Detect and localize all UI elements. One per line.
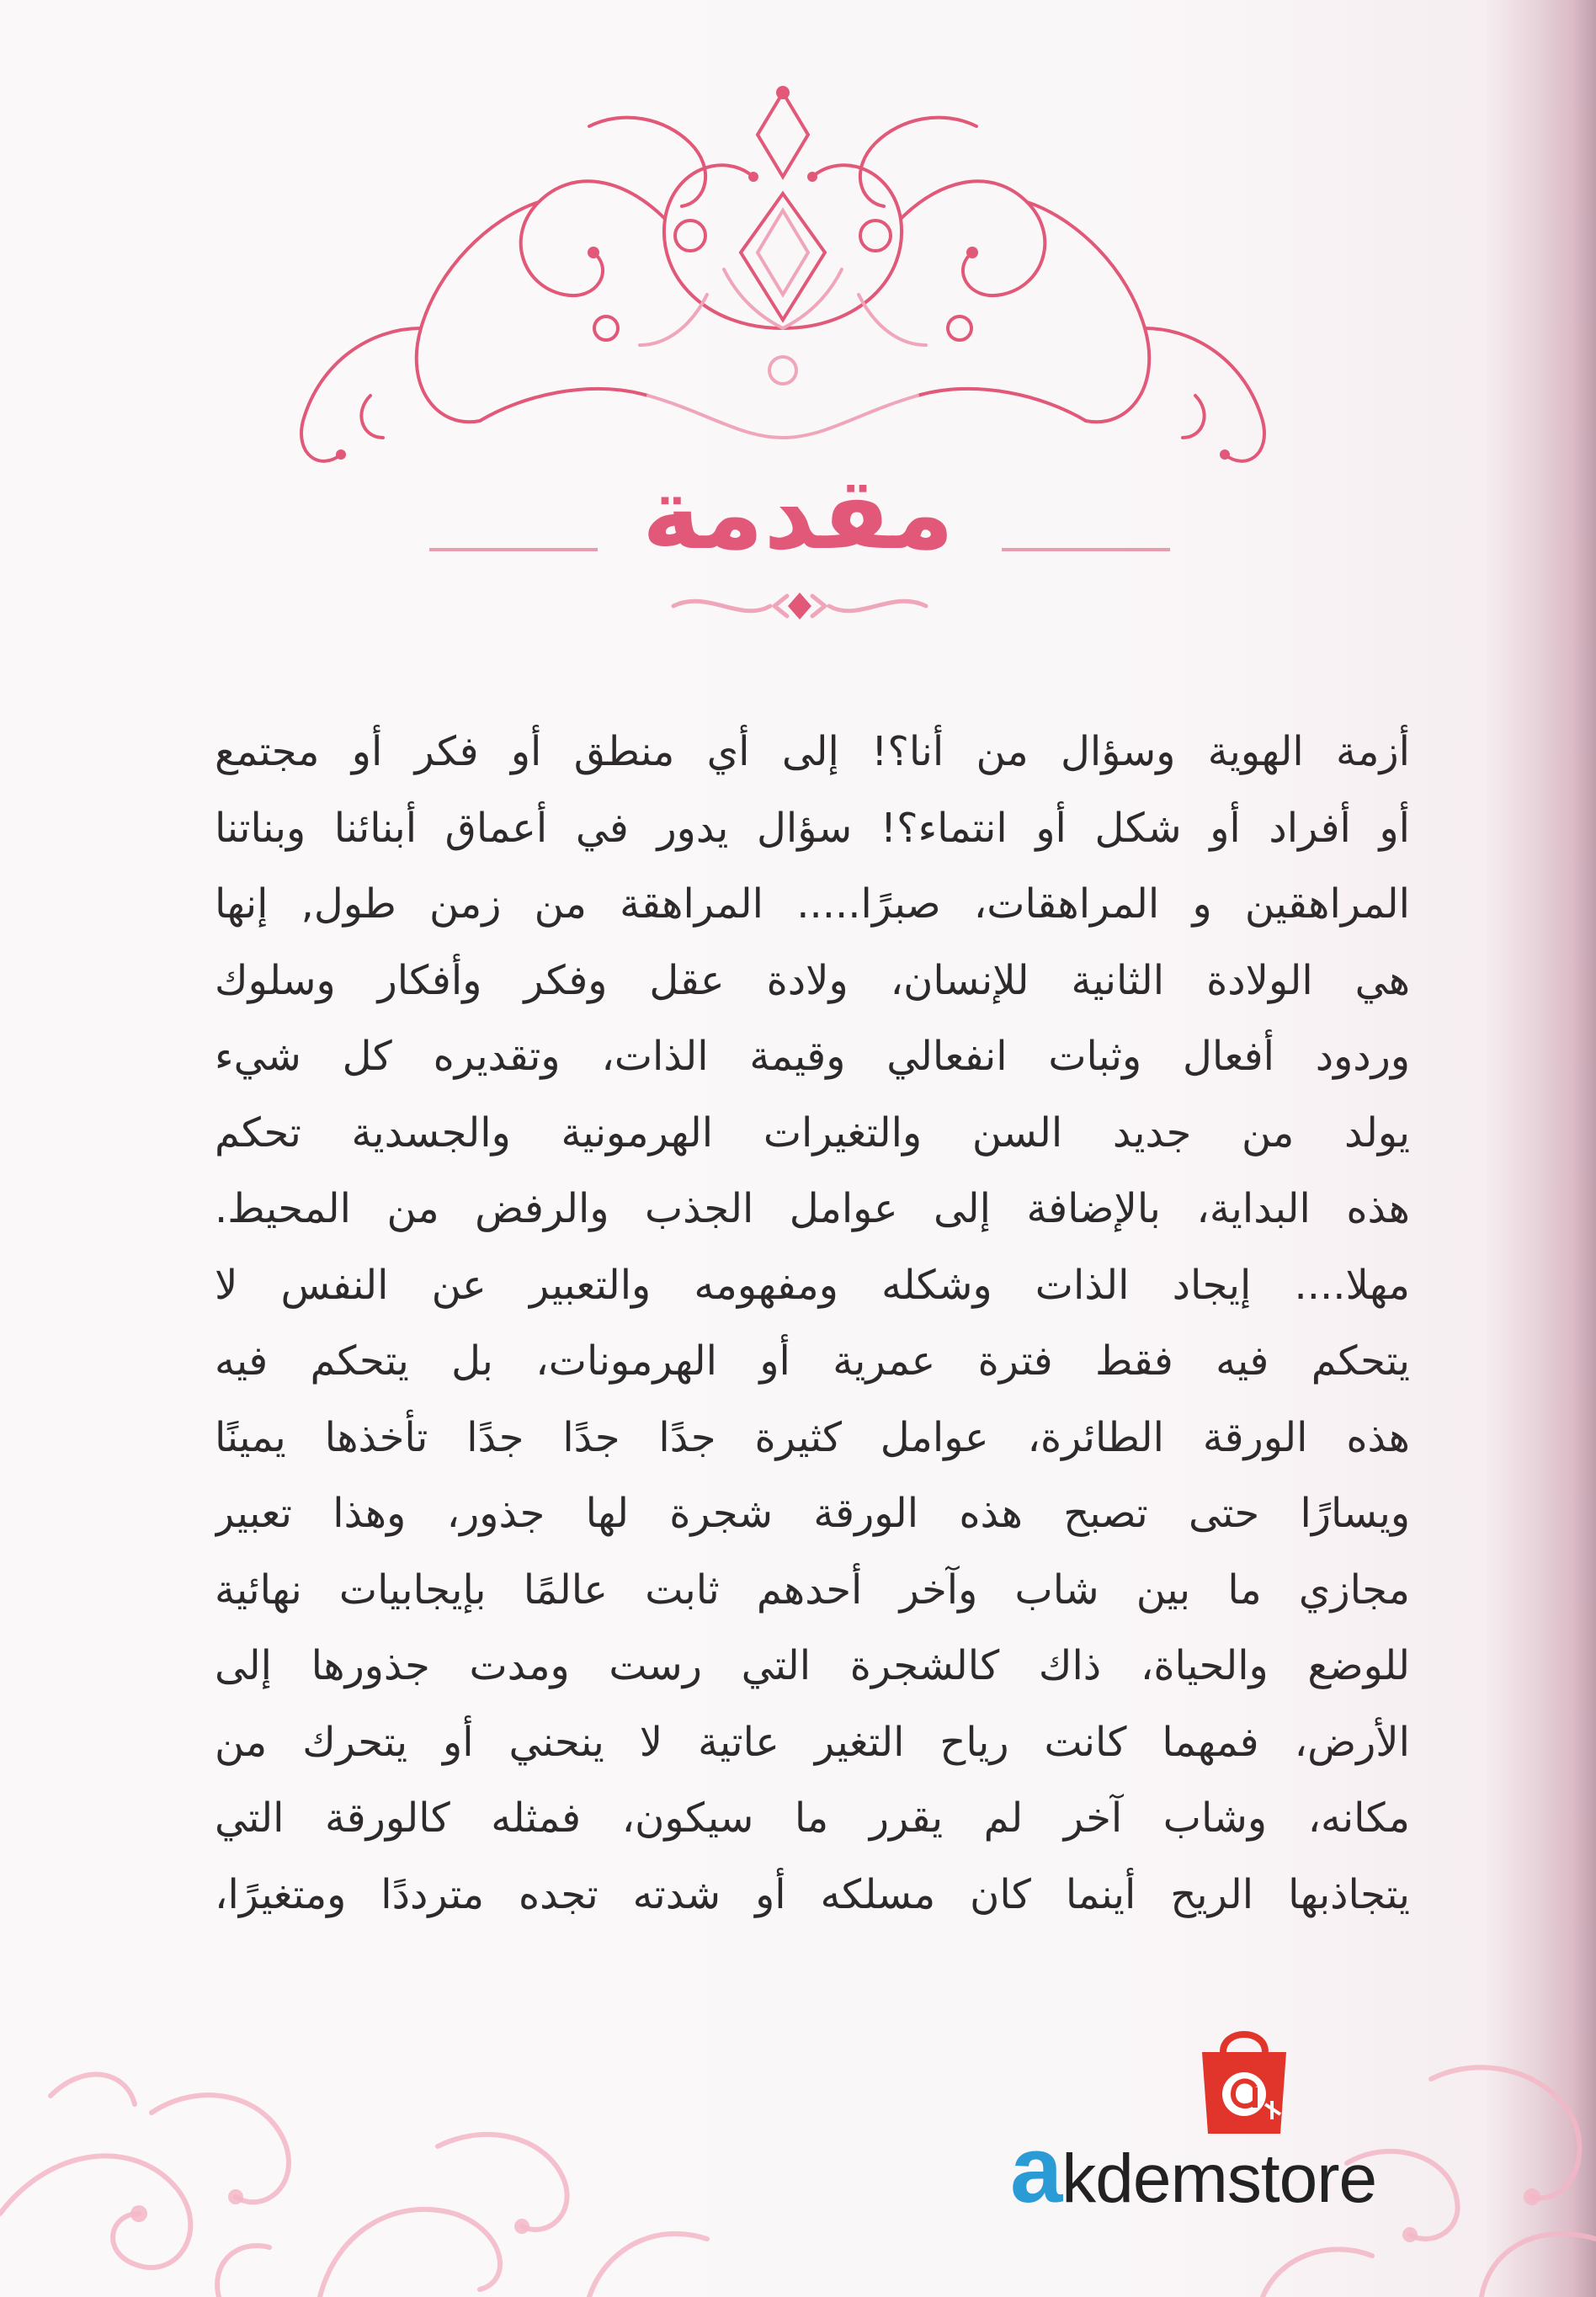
- brand-logo-letter: a: [1010, 2117, 1062, 2222]
- paragraph-line: مكانه، وشاب آخر لم يقرر ما سيكون، فمثله كالورقة التي: [215, 1795, 1410, 1842]
- paragraph-line: يولد من جديد السن والتغيرات الهرمونية والجسدية تحكم: [215, 1109, 1410, 1156]
- paragraph-line: هذه الورقة الطائرة، عوامل كثيرة جدًا جدًا جدًا تأخذها يمينًا: [215, 1413, 1410, 1461]
- title-rule-right: [1002, 548, 1170, 551]
- paragraph-line: مهلا.... إيجاد الذات وشكله ومفهومه والتعبير عن النفس لا: [215, 1261, 1410, 1309]
- mandala-ornament-icon: [269, 76, 1296, 513]
- page-spine-shadow: [1537, 0, 1596, 2297]
- paragraph-line: هي الولادة الثانية للإنسان، ولادة عقل وفكر وأفكار وسلوك: [215, 956, 1410, 1004]
- brand-name-tail: kdemstore: [1061, 2140, 1377, 2217]
- paragraph-line: وردود أفعال وثبات انفعالي وقيمة الذات، وتقديره كل شيء: [215, 1033, 1410, 1080]
- paragraph-line: المراهقين و المراهقات، صبرًا..... المراهقة من زمن طول, إنها: [215, 880, 1410, 928]
- title-rule-left: [429, 548, 598, 551]
- paragraph-line: للوضع والحياة، ذاك كالشجرة التي رست ومدت جذورها إلى: [215, 1642, 1410, 1689]
- paragraph-line: أو أفراد أو شكل أو انتماء؟! سؤال يدور في أعماق أبنائنا وبناتنا: [215, 804, 1410, 852]
- paragraph-line: يتجاذبها الريح أينما كان مسلكه أو شدته تجده مترددًا ومتغيرًا،: [215, 1870, 1410, 1918]
- divider-flourish-icon: [657, 581, 943, 631]
- brand-name: [1010, 2119, 1482, 2220]
- akdemstore-watermark: [1010, 2020, 1482, 2273]
- paragraph-line: ويسارًا حتى تصبح هذه الورقة شجرة لها جذور، وهذا تعبير: [215, 1490, 1410, 1537]
- paragraph-line: الأرض، فمهما كانت رياح التغير عاتية لا ينحني أو يتحرك من: [215, 1718, 1410, 1766]
- paragraph-line: أزمة الهوية وسؤال من أنا؟! إلى أي منطق أو فكر أو مجتمع: [215, 728, 1410, 775]
- introduction-paragraph: [215, 714, 1410, 1976]
- paragraph-line: هذه البداية، بالإضافة إلى عوامل الجذب والرفض من المحيط.: [215, 1185, 1410, 1232]
- paragraph-line: يتحكم فيه فقط فترة عمرية أو الهرمونات، بل يتحكم فيه: [215, 1337, 1410, 1385]
- page-title: مقدمة: [641, 455, 955, 572]
- paragraph-line: مجازي ما بين شاب وآخر أحدهم ثابت عالمًا بإيجابيات نهائية: [215, 1566, 1410, 1614]
